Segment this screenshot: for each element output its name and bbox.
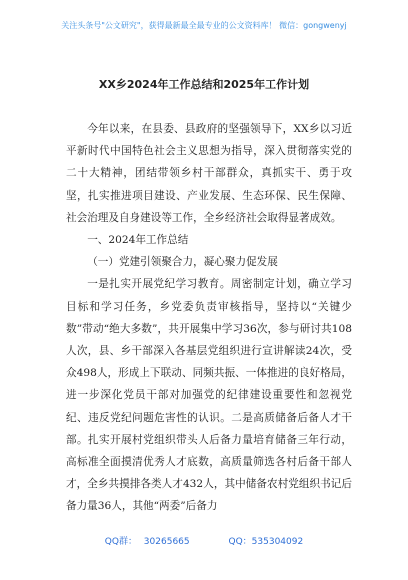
subsection-heading: （一）党建引领聚合力，凝心聚力促发展 bbox=[87, 256, 278, 269]
document-title: XX乡2024年工作总结和2025年工作计划 bbox=[98, 78, 310, 91]
footer-qq-group: QQ群： 30265665 bbox=[104, 537, 190, 547]
intro-paragraph: 今年以来，在县委、县政府的坚强领导下，XX乡以习近平新时代中国特色社会主义思想为指导，深入贯彻落实党的二十大精神，团结带领乡村干部群众，真抓实干、勇于攻坚，扎实推进项目建设、产业发展、生态环保、民生保障、社会治理及自身建设等工作，全乡经济社会取得显著成效。 bbox=[66, 123, 352, 224]
footer-qq: QQ：535304092 bbox=[228, 537, 304, 547]
footer-contact bbox=[0, 534, 408, 547]
section-heading: 一、2024年工作总结 bbox=[87, 234, 189, 247]
body-paragraph: 一是扎实开展党纪学习教育。周密制定计划，确立学习目标和学习任务，乡党委负责审核指导，坚持以“关键少数”带动“绝大多数”，共开展集中学习36次，参与研讨共108人次，县、乡干部深入各基层党组织进行宣讲解读24次，受众498人，形成上下联动、同频共振、一体推进的良好格局，进一步深化党员干部对加强党的纪律建设重要性和忽视党纪、违反党纪问题危害性的认识。二是高质储备后备人才干部。扎实开展村党组织带头人后备力量培育储备三年行动，高标准全面摸清优秀人才底数，高质量筛选各村后备干部人才，全乡共摸排各类人才432人，其中储备农村党组织书记后备力量36人，其他“两委”后备力 bbox=[66, 278, 352, 513]
document-body bbox=[66, 118, 352, 518]
header-banner: 关注头条号"公文研究"，获得最新最全最专业的公文资料库！ 微信：gongwenyj bbox=[61, 21, 347, 30]
